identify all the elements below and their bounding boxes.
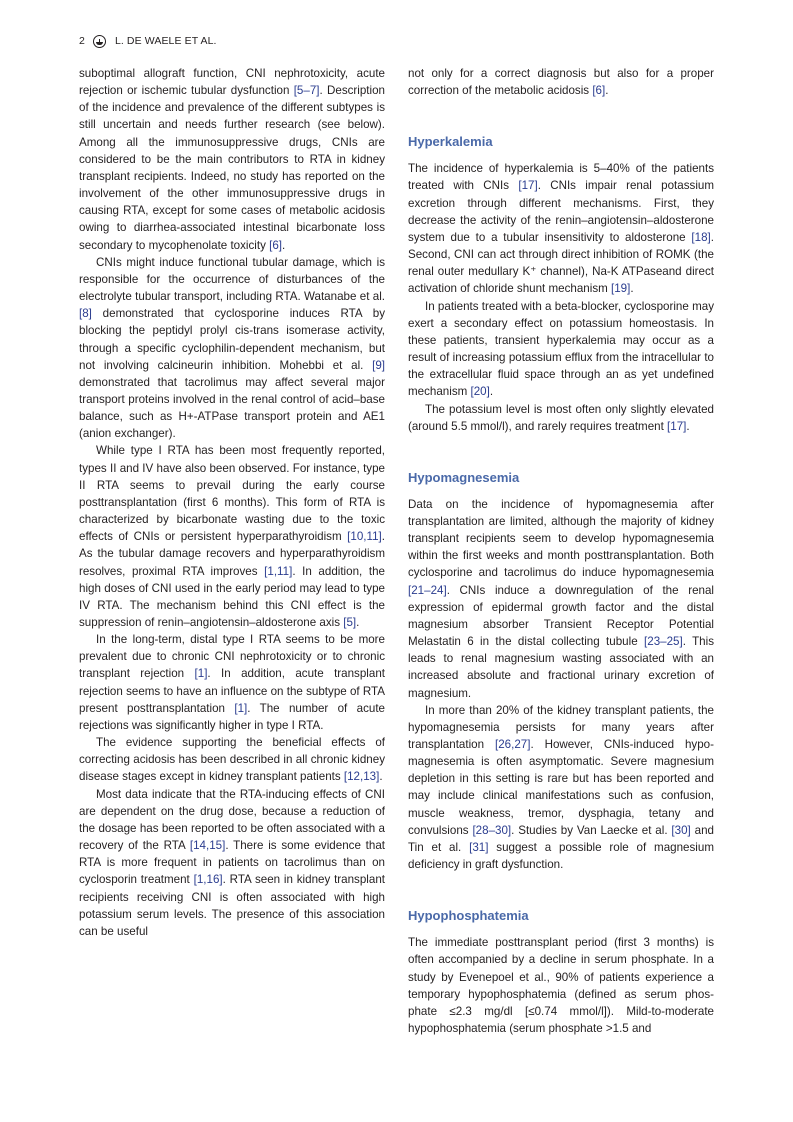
section-heading-hyperkalemia: Hyperkalemia: [408, 134, 493, 150]
section-heading-hypophosphatemia: Hypophosphatemia: [408, 908, 529, 924]
publisher-logo-icon: [93, 35, 106, 48]
paragraph: [408, 160, 714, 297]
body-text: Most data indicate that the RTA-inducing effects of CNI are dependent on the drug dose, because a reduction of the dosage has been reported to be often associated with a recovery of the RTA: [79, 787, 385, 853]
reference-link[interactable]: [23–25]: [644, 635, 683, 649]
body-text: In patients treated with a beta-blocker, cyclosporine may exert a secondary effect on potassium homeostasis. In these patients, transient hyperkalemia may occur as a result of increasing potassium efflux from the intracellular to the extracellular fluid space through an as yet undefined mechanism: [408, 299, 714, 399]
reference-link[interactable]: [1]: [234, 701, 248, 715]
body-text: demonstrated that cyclosporine induces RTA by blocking the peptidyl prolyl cis-trans isomerase activity, through a specific cyclophilin-dependent mechanism, but not involving calcineurin inhibition. Mohebbi et al.: [79, 307, 385, 372]
reference-link[interactable]: [6]: [269, 238, 282, 252]
body-text: . The number of acute rejections was significantly higher in type I RTA.: [79, 701, 385, 732]
right-column: [408, 65, 714, 1037]
reference-link[interactable]: [14,15]: [189, 839, 226, 853]
left-column: [79, 65, 385, 940]
body-text: and Tin et al.: [408, 823, 714, 854]
paragraph: [79, 631, 385, 734]
body-text: . Description of the incidence and prevalence of the different subtypes is still uncertain and needs further research (see below). Among all the immunosuppressive drugs, CNIs are considered to be the main contributors to RTA in kidney transplant recipients. Indeed, no study has reported on the involvement of the other immunosuppressive drugs in causing RTA, except for some cases of metabolic acidosis owing to diarrhea-associated intestinal bicarbonate loss secondary to mycophenolate toxicity: [79, 84, 385, 252]
body-text: . CNIs induce a downregulation of the renal expression of epidermal growth factor and the distal magnesium absorber Transient Receptor Potential Melastatin 6 in the distal collecting tubule: [408, 583, 714, 649]
paragraph: [408, 298, 714, 401]
body-text: . Second, CNI can act through direct inhibition of ROMK (the renal outer medullary K⁺ channel), Na-K ATPaseand direct activation of chloride shunt mechanism: [408, 230, 714, 296]
body-text: .: [489, 385, 494, 399]
body-text: . There is some evidence that RTA is more frequent in patients on tacrolimus than on cyclosporin treatment: [79, 839, 386, 887]
body-text: . This leads to renal magnesium wasting associated with an increased absolute and fractional urinary excretion of magnesium.: [408, 635, 715, 700]
body-text: suboptimal allograft function, CNI nephrotoxicity, acute rejection or ischemic tubular dysfunction: [79, 67, 385, 98]
reference-link[interactable]: [5–7]: [293, 84, 320, 98]
paragraph: [408, 401, 714, 435]
reference-link[interactable]: [5]: [343, 616, 357, 629]
body-text: . However, CNIs-induced hypomagnesemia is often asymptomatic. Severe magnesium depletion in this setting is rare but has been reported and may include clinical manifestations such as confusion, muscle weakness, tremor, dysphagia, tetany and convulsions: [408, 738, 715, 837]
reference-link[interactable]: [8]: [79, 307, 92, 321]
paragraph: [79, 442, 385, 631]
body-text: .: [356, 616, 360, 629]
body-text: While type I RTA has been most frequently reported, types II and IV have also been observed. For instance, type II RTA seems to prevail during the early course posttransplantation (first 6 months). This form of RTA is characterized by bicarbonate wasting due to the toxic effects of CNIs or persistent hyperparathyroidism: [79, 444, 385, 544]
paragraph: [79, 65, 385, 254]
page-number: 2: [79, 35, 85, 47]
reference-link[interactable]: [30]: [671, 823, 691, 837]
section-heading-hypomagnesemia: Hypomagnesemia: [408, 469, 520, 485]
body-text: . In addition, acute transplant rejection seems to have an influence on the subtype of RTA present posttransplantation: [79, 667, 385, 715]
body-text: CNIs might induce functional tubular damage, which is responsible for the occurrence of disturbances of the electrolyte tubular transport, including RTA. Watanabe et al.: [79, 255, 385, 304]
paragraph: [79, 254, 385, 443]
reference-link[interactable]: [10,11]: [347, 530, 382, 544]
reference-link[interactable]: [26,27]: [494, 738, 531, 751]
body-text: The immediate posttransplant period (first 3 months) is often accompanied by a decline in serum phosphate. In a study by Evenepoel et al., 90% of patients experience a temporary hypophosphatemia (defined as serum phosphate ≤2.3 mg/dl [≤0.74 mmol/l]). Mild-to-moderate hypophosphatemia (serum phosphate >1.5 and: [408, 936, 714, 1036]
body-text: not only for a correct diagnosis but also for a proper correction of the metabolic acidosis: [408, 67, 714, 98]
paragraph: [408, 934, 714, 1037]
body-text: .: [630, 282, 634, 296]
reference-link[interactable]: [1]: [194, 667, 208, 681]
reference-link[interactable]: [1,16]: [193, 873, 223, 887]
running-header: [79, 33, 217, 49]
body-text: .: [686, 419, 690, 433]
body-text: . In addition, the high doses of CNI used in the early period may lead to type IV RTA. The mechanism behind this CNI effect is the suppression of renin–angiotensin–aldosterone axis: [79, 564, 385, 629]
body-text: . As the tubular damage recovers and hyperparathyroidism resolves, proximal RTA improves: [79, 530, 385, 578]
body-text: The incidence of hyperkalemia is 5–40% of the patients treated with CNIs: [408, 162, 714, 193]
reference-link[interactable]: [28–30]: [472, 823, 512, 837]
reference-link[interactable]: [6]: [592, 84, 606, 98]
reference-link[interactable]: [17]: [667, 419, 687, 433]
reference-link[interactable]: [21–24]: [408, 583, 447, 597]
body-text: The potassium level is most often only slightly elevated (around 5.5 mmol/l), and rarely requires treatment: [408, 402, 714, 433]
reference-link[interactable]: [20]: [470, 385, 490, 399]
paragraph: [408, 702, 714, 874]
paragraph: [79, 786, 385, 940]
reference-link[interactable]: [1,11]: [264, 564, 293, 578]
body-text: . CNIs impair renal potassium excretion through different mechanisms. First, they decrease the activity of the renin–angiotensin–aldosterone system due to a tubular insensitivity to aldosterone: [408, 179, 715, 244]
reference-link[interactable]: [17]: [518, 179, 538, 193]
paragraph: [79, 734, 385, 785]
body-text: .: [379, 770, 383, 784]
body-text: In the long-term, distal type I RTA seems to be more prevalent due to chronic CNI nephrotoxicity or to chronic transplant rejection: [79, 633, 385, 681]
body-text: In more than 20% of the kidney transplant patients, the hypomagnesemia persists for many years after transplantation: [408, 703, 714, 751]
paragraph: [408, 65, 714, 99]
running-head-authors: L. DE WAELE ET AL.: [114, 35, 217, 47]
body-text: .: [282, 238, 286, 252]
reference-link[interactable]: [18]: [691, 230, 711, 244]
body-text: . Studies by Van Laecke et al.: [511, 823, 672, 837]
reference-link[interactable]: [31]: [469, 840, 489, 854]
body-text: The evidence supporting the beneficial effects of correcting acidosis has been described in all chronic kidney disease stages except in kidney transplant patients: [79, 736, 385, 784]
body-text: Data on the incidence of hypomagnesemia after transplantation are limited, although the majority of kidney transplant recipients seem to develop hypomagnesemia within the first weeks and month posttransplantation. Both cyclosporine and tacrolimus do induce hypomagnesemia: [408, 497, 714, 580]
reference-link[interactable]: [9]: [372, 358, 385, 372]
reference-link[interactable]: [12,13]: [343, 770, 380, 784]
body-text: suggest a possible role of magnesium deficiency in graft dysfunction.: [408, 840, 714, 872]
body-text: demonstrated that tacrolimus may affect several major transport proteins involved in the renal control of acid–base balance, such as H+-ATPase transport protein and AE1 (anion exchanger).: [79, 375, 385, 441]
reference-link[interactable]: [19]: [611, 282, 631, 296]
body-text: .: [605, 84, 609, 98]
paragraph: [408, 496, 714, 702]
body-text: . RTA seen in kidney transplant recipients receiving CNI is often associated with high potassium serum levels. The presence of this association can be useful: [79, 873, 385, 938]
